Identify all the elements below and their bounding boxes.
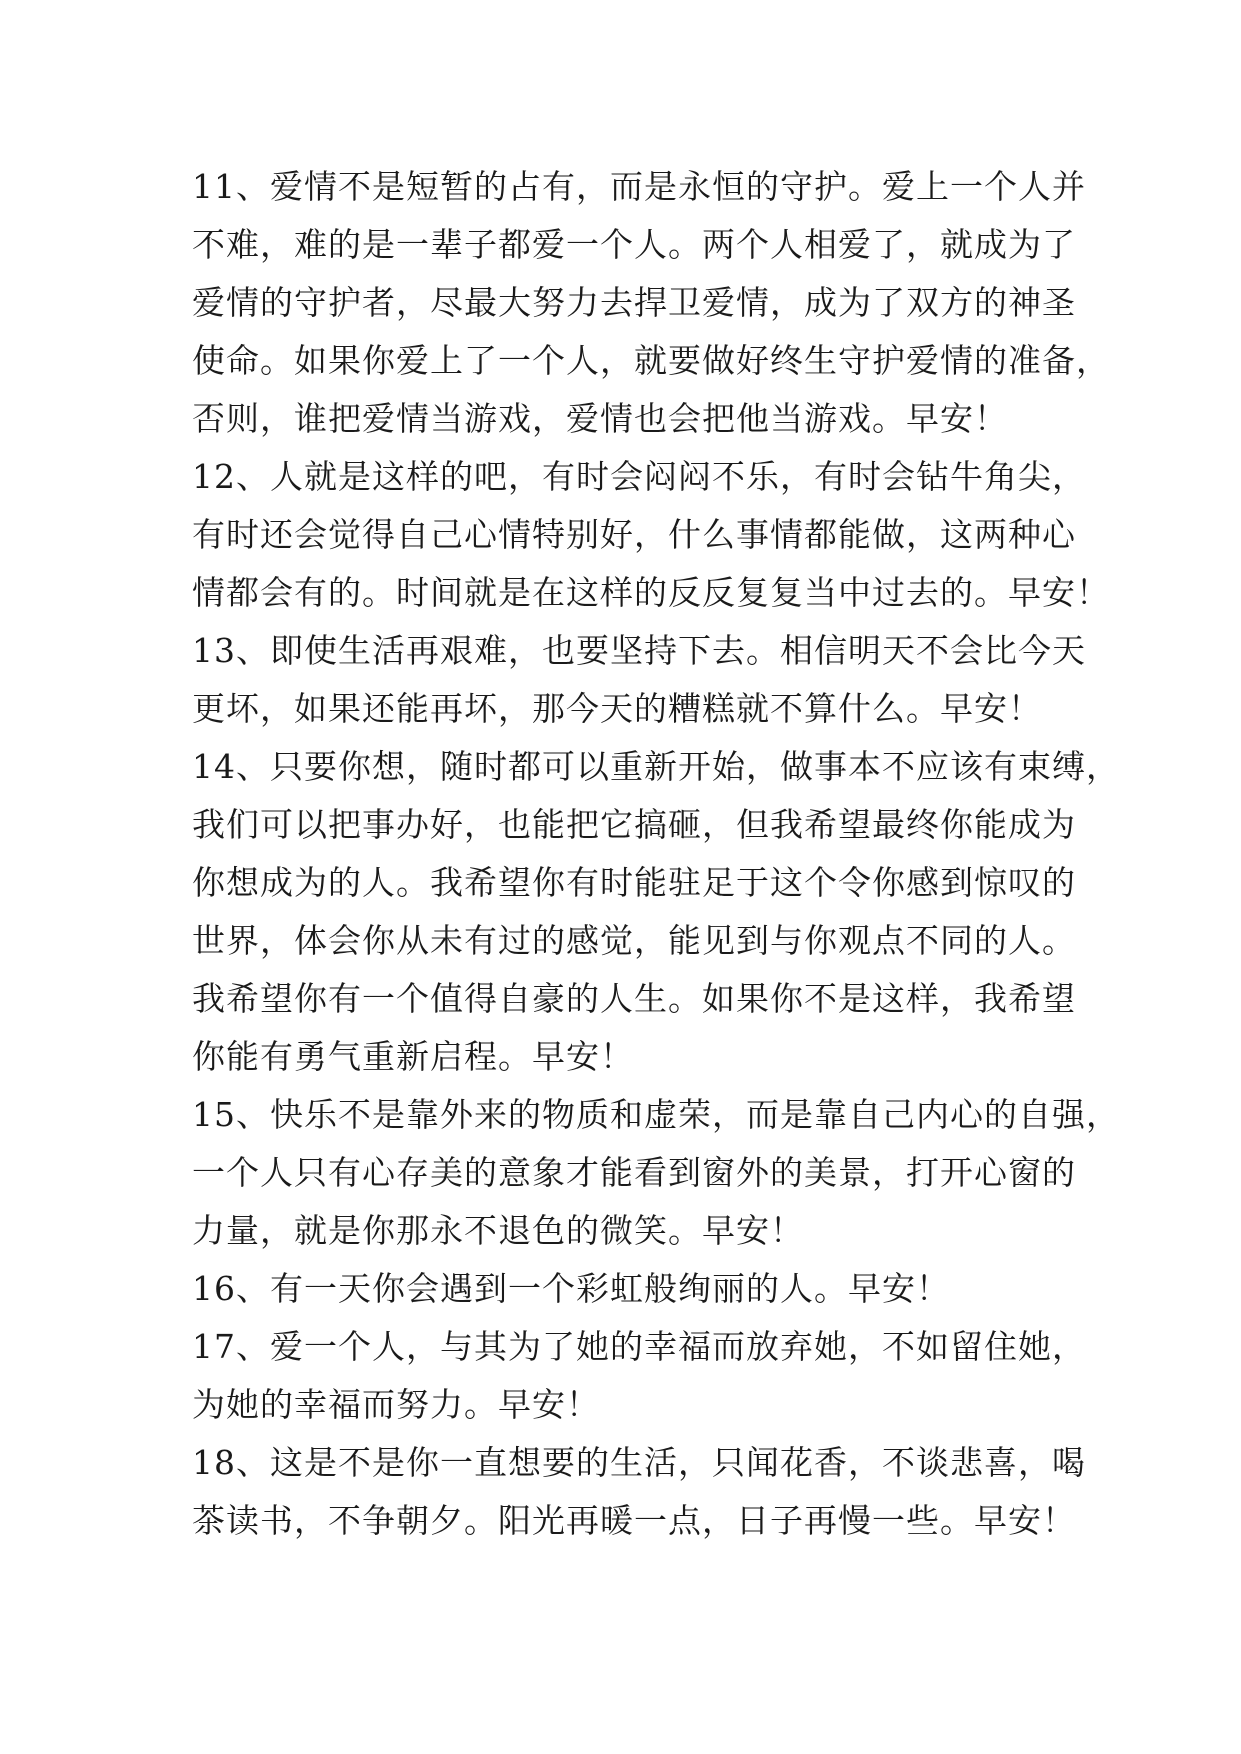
text-line: 有时还会觉得自己心情特别好，什么事情都能做，这两种心	[192, 515, 1076, 554]
text-line: 12、人就是这样的吧，有时会闷闷不乐，有时会钻牛角尖，	[192, 457, 1086, 496]
text-line: 14、只要你想，随时都可以重新开始，做事本不应该有束缚，	[192, 747, 1120, 786]
text-line: 更坏，如果还能再坏，那今天的糟糕就不算什么。早安！	[192, 689, 1042, 728]
text-line: 15、快乐不是靠外来的物质和虚荣，而是靠自己内心的自强，	[192, 1095, 1120, 1134]
text-line: 我们可以把事办好，也能把它搞砸，但我希望最终你能成为	[192, 805, 1076, 844]
text-line: 茶读书，不争朝夕。阳光再暖一点，日子再慢一些。早安！	[192, 1501, 1076, 1540]
text-line: 为她的幸福而努力。早安！	[192, 1385, 600, 1424]
text-line: 13、即使生活再艰难，也要坚持下去。相信明天不会比今天	[192, 631, 1086, 670]
text-line: 我希望你有一个值得自豪的人生。如果你不是这样，我希望	[192, 979, 1076, 1018]
text-line: 力量，就是你那永不退色的微笑。早安！	[192, 1211, 804, 1250]
text-line: 17、爱一个人，与其为了她的幸福而放弃她，不如留住她，	[192, 1327, 1086, 1366]
text-line: 否则，谁把爱情当游戏，爱情也会把他当游戏。早安！	[192, 399, 1008, 438]
text-line: 16、有一天你会遇到一个彩虹般绚丽的人。早安！	[192, 1269, 950, 1308]
text-line: 不难，难的是一辈子都爱一个人。两个人相爱了，就成为了	[192, 225, 1076, 264]
text-line: 一个人只有心存美的意象才能看到窗外的美景，打开心窗的	[192, 1153, 1076, 1192]
text-line: 情都会有的。时间就是在这样的反反复复当中过去的。早安！	[192, 573, 1110, 612]
text-line: 世界，体会你从未有过的感觉，能见到与你观点不同的人。	[192, 921, 1076, 960]
text-line: 你能有勇气重新启程。早安！	[192, 1037, 634, 1076]
text-line: 你想成为的人。我希望你有时能驻足于这个令你感到惊叹的	[192, 863, 1076, 902]
text-line: 11、爱情不是短暂的占有，而是永恒的守护。爱上一个人并	[192, 167, 1086, 206]
text-line: 18、这是不是你一直想要的生活，只闻花香，不谈悲喜，喝	[192, 1443, 1086, 1482]
document-body	[192, 158, 1120, 1550]
text-line: 使命。如果你爱上了一个人，就要做好终生守护爱情的准备，	[192, 341, 1110, 380]
text-line: 爱情的守护者，尽最大努力去捍卫爱情，成为了双方的神圣	[192, 283, 1076, 322]
